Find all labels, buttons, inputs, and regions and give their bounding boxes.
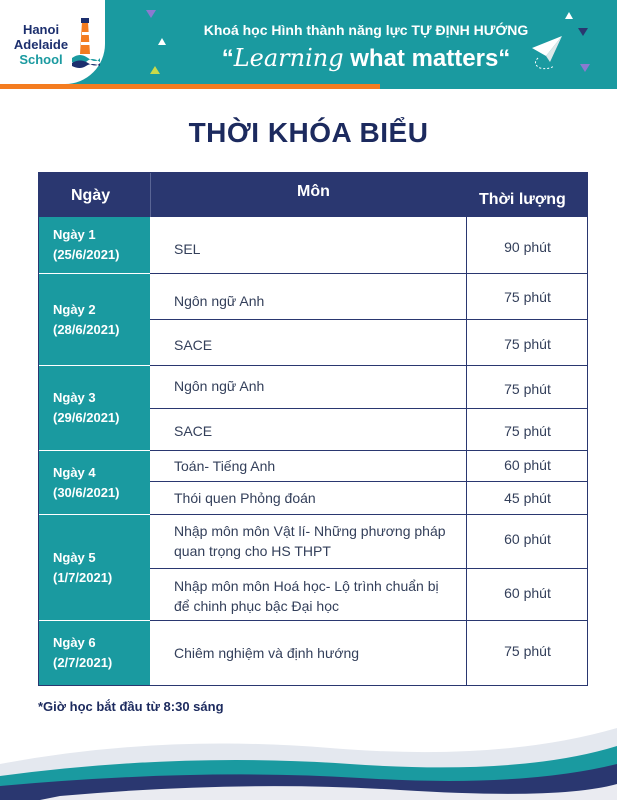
subject-cell: Chiêm nghiệm và định hướng xyxy=(174,645,360,661)
subject-cell: SACE xyxy=(174,337,213,353)
logo-line-school: School xyxy=(19,52,63,67)
day-label: Ngày 3 xyxy=(53,390,96,405)
day-label: Ngày 5 xyxy=(53,549,96,565)
course-tagline: Khoá học Hình thành năng lực TỰ ĐỊNH HƯỚNG xyxy=(203,22,529,38)
day-date: (29/6/2021) xyxy=(53,410,120,425)
logo xyxy=(0,0,105,84)
bottom-wave-decoration xyxy=(0,724,617,800)
duration-value: 75 phút xyxy=(504,336,551,352)
table-header xyxy=(39,173,587,217)
table-row xyxy=(150,366,587,409)
day-date: (2/7/2021) xyxy=(53,655,113,670)
slogan-bold-words: what matters xyxy=(350,45,499,72)
day-cell xyxy=(39,451,150,515)
subject-line: để chinh phục bậc Đại học xyxy=(174,598,339,614)
duration-cell xyxy=(466,320,587,365)
duration-value: 90 phút xyxy=(504,239,551,255)
duration-cell xyxy=(466,569,587,620)
duration-value: 60 phút xyxy=(504,457,551,473)
day-date: (1/7/2021) xyxy=(53,569,113,585)
stripe-teal xyxy=(380,84,617,89)
day-label: Ngày 4 xyxy=(53,464,96,480)
duration-value: 60 phút xyxy=(504,531,551,547)
day-cell xyxy=(39,274,150,366)
subject-line: Nhập môn môn Hoá học- Lộ trình chuẩn bị xyxy=(174,578,439,594)
duration-value: 75 phút xyxy=(504,643,551,659)
day-cell xyxy=(39,366,150,451)
lighthouse-logo-icon xyxy=(72,14,100,68)
day-label: Ngày 2 xyxy=(53,301,96,317)
duration-cell xyxy=(466,515,587,568)
duration-cell xyxy=(466,482,587,514)
day-date: (28/6/2021) xyxy=(53,321,120,337)
subject-cell: Thói quen Phỏng đoán xyxy=(174,490,316,506)
slogan xyxy=(186,44,546,73)
day-cell xyxy=(39,515,150,621)
header-stripe xyxy=(0,84,617,92)
subject-cell: Toán- Tiếng Anh xyxy=(174,458,276,474)
duration-cell xyxy=(466,409,587,450)
triangle-deco-icon xyxy=(150,66,160,74)
duration-cell xyxy=(466,217,587,273)
subject-line: Nhập môn môn Vật lí- Những phương pháp xyxy=(174,523,446,539)
day-label: Ngày 6 xyxy=(53,635,96,650)
triangle-deco-icon xyxy=(158,38,166,45)
triangle-deco-icon xyxy=(578,28,588,36)
header-banner xyxy=(0,0,617,84)
slogan-open-quote: “ xyxy=(221,45,234,72)
triangle-deco-icon xyxy=(565,12,573,19)
duration-value: 45 phút xyxy=(504,490,551,506)
subject-cell xyxy=(174,521,446,561)
day-label: Ngày 1 xyxy=(53,227,96,242)
header-day: Ngày xyxy=(71,187,111,204)
subject-cell: Ngôn ngữ Anh xyxy=(174,378,265,394)
table-row xyxy=(150,409,587,451)
table-row xyxy=(150,274,587,320)
slogan-close-quote: “ xyxy=(498,45,511,72)
table-row xyxy=(150,217,587,274)
subject-cell: SEL xyxy=(174,241,201,257)
logo-line-hanoi: Hanoi xyxy=(22,22,60,37)
subject-cell: Ngôn ngữ Anh xyxy=(174,293,265,309)
duration-value: 75 phút xyxy=(504,289,551,305)
logo-line-adelaide: Adelaide xyxy=(13,37,69,52)
header-duration: Thời lượng xyxy=(479,191,566,208)
day-date: (25/6/2021) xyxy=(53,247,120,262)
subject-cell: SACE xyxy=(174,423,213,439)
duration-cell xyxy=(466,451,587,481)
start-time-note: *Giờ học bắt đầu từ 8:30 sáng xyxy=(38,699,224,714)
table-row xyxy=(150,451,587,482)
header-subject: Môn xyxy=(297,183,330,200)
table-row xyxy=(150,621,587,685)
subject-line: quan trọng cho HS THPT xyxy=(174,543,331,559)
page-title: THỜI KHÓA BIỂU xyxy=(188,117,429,148)
table-row xyxy=(150,569,587,621)
day-cell xyxy=(39,621,150,685)
table-row xyxy=(150,320,587,366)
paper-plane-icon xyxy=(528,34,568,70)
header-divider xyxy=(150,173,151,217)
schedule-table xyxy=(38,172,588,686)
triangle-deco-icon xyxy=(580,64,590,72)
day-cell xyxy=(39,217,150,274)
subject-cell xyxy=(174,576,439,616)
slogan-script-word: Learning xyxy=(233,44,344,72)
table-row xyxy=(150,482,587,515)
table-row xyxy=(150,515,587,569)
duration-value: 75 phút xyxy=(504,423,551,439)
duration-cell xyxy=(466,366,587,408)
duration-value: 75 phút xyxy=(504,381,551,397)
duration-cell xyxy=(466,274,587,319)
duration-value: 60 phút xyxy=(504,585,551,601)
stripe-orange xyxy=(0,84,380,89)
duration-cell xyxy=(466,621,587,685)
logo-text xyxy=(6,22,76,67)
triangle-deco-icon xyxy=(146,10,156,18)
day-date: (30/6/2021) xyxy=(53,484,120,500)
